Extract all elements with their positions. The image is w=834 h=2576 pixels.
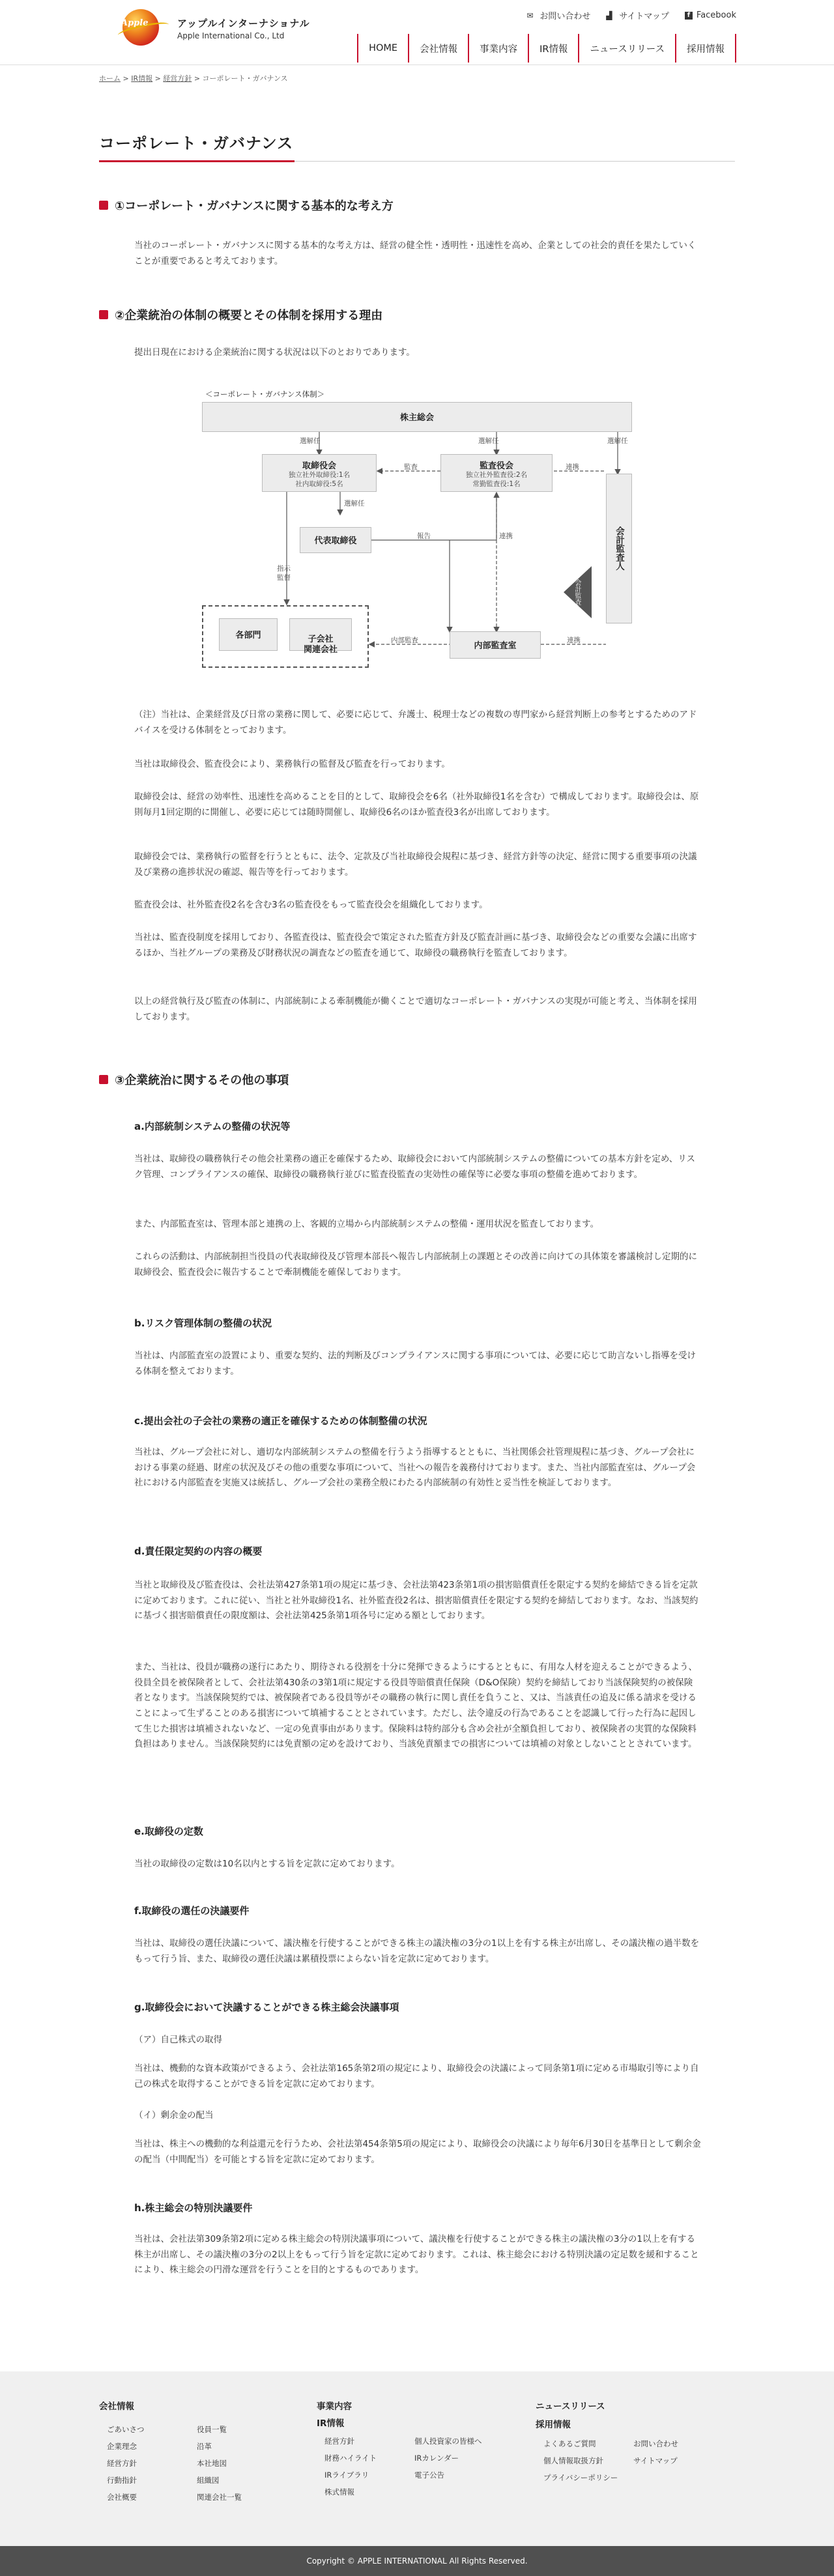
page-title: コーポレート・ガバナンス [99,130,735,162]
footer-link[interactable]: 株式情報 [324,2487,354,2497]
footer-link[interactable]: お問い合わせ [633,2439,678,2448]
diagram-label-collab-internal: 連携 [499,532,513,540]
subsection-a-para-1: 当社は、取締役の職務執行その他会社業務の適正を確保するため、取締役会において内部統制システムの整備についての基本方針を定め、リスク管理、コンプライアンスの確保、取締役の職務執行並びに監査役監査の実効性の確保等に必要な事項の整備を進めております。 [134,1154,696,1180]
subsection-g-sub2: （イ）剰余金の配当 [134,2110,214,2121]
site-header [0,0,834,65]
footer-news-col [536,2399,712,2486]
section-marker-icon [99,201,108,210]
diagram-label-supervise: 監督 [277,574,291,582]
gnav-ir[interactable]: IR情報 [528,34,578,63]
footer-link[interactable]: 個人情報取扱方針 [543,2456,603,2465]
gnav-business[interactable]: 事業内容 [468,34,528,63]
diagram-subsidiaries-label: 子会社 関連会社 [303,634,338,655]
util-facebook-label: Facebook [696,10,736,20]
breadcrumb-current: コーポレート・ガバナンス [202,74,288,83]
util-contact-link[interactable] [526,9,590,21]
breadcrumb: ホーム > IR情報 > 経営方針 > コーポレート・ガバナンス [99,74,288,83]
section-1-title: ①コーポレート・ガバナンスに関する基本的な考え方 [115,199,394,213]
diagram-internal-audit-label: 内部監査室 [474,641,517,651]
diagram-label-audit: 監査 [404,463,418,471]
subsection-f-title: f.取締役の選任の決議要件 [134,1905,250,1917]
sitemap-icon: ▟ [606,10,612,20]
diagram-label-elect-board: 選解任 [300,437,321,445]
footer-link[interactable]: 組織図 [197,2476,220,2485]
subsection-e-para-1: 当社の取締役の定数は10名以内とする旨を定款に定めております。 [134,1859,400,1869]
section-marker-icon [99,310,108,319]
util-sitemap-label: サイトマップ [619,12,669,21]
subsection-h-para-1: 当社は、会社法第309条第2項に定める株主総会の特別決議事項について、議決権を行使することができる株主の議決権の3分の1以上を有する株主が出席し、その議決権の3分の2以上をもって行う旨を定款に定めております。これは、株主総会における特別決議の定足数を緩和することにより、株主総会の円滑な運営を行うことを目的とするものであります。 [134,2234,699,2276]
diagram-board-sub2: 社内取締役:5名 [295,479,343,488]
diagram-label-elect-rep: 選解任 [344,500,365,508]
diagram-board-label: 取締役会 [302,461,336,471]
section-2-para-1: （注）当社は、企業経営及び日常の業務に関して、必要に応じて、弁護士、税理士などの複数の専門家から経営判断上の参考とするためのアドバイスを受ける体制をとっております。 [134,709,697,736]
diagram-shareholders-label: 株主総会 [399,413,434,423]
footer-link[interactable]: 個人投資家の皆様へ [414,2437,482,2446]
diagram-label-report: 報告 [417,532,431,540]
footer-link[interactable]: よくあるご質問 [543,2439,596,2448]
subsection-b-para-1: 当社は、内部監査室の設置により、重要な契約、法的判断及びコンプライアンスに関する事項については、必要に応じて助言ないし指導を受ける体制を整えております。 [134,1351,696,1377]
section-marker-icon [99,1075,108,1084]
diagram-accountant-label: 会計監査人 [614,526,624,571]
main-content [99,130,735,2276]
footer-company-col [99,2399,295,2506]
subsection-g-para-2: 当社は、株主への機動的な利益還元を行うため、会社法第454条第5項の規定により、取締役会の決議により毎年6月30日を基準日として剰余金の配当（中間配当）を可能とする旨を定款に定めております。 [134,2139,701,2165]
subsection-f-para-1: 当社は、取締役の選任決議について、議決権を行使することができる株主の議決権の3分の1以上を有する株主が出席し、その議決権の過半数をもって行う旨、また、取締役の選任決議は累積投票によらない旨を定款に定めております。 [134,1938,700,1964]
section-3-title: ③企業統治に関するその他の事項 [115,1074,289,1087]
breadcrumb-ir[interactable]: IR情報 [131,74,153,83]
diagram-departments-box [219,618,278,651]
footer-link[interactable]: 電子公告 [414,2470,444,2480]
subsection-g-title: g.取締役会において決議することができる株主総会決議事項 [134,2001,399,2013]
subsection-e-title: e.取締役の定数 [134,1825,203,1837]
footer-link[interactable]: ごあいさつ [107,2425,145,2434]
footer-link[interactable]: 経営方針 [107,2459,137,2468]
breadcrumb-policy[interactable]: 経営方針 [163,74,192,83]
footer-company-list-2 [197,2421,295,2506]
footer-link[interactable]: 会社概要 [107,2493,137,2502]
diagram-accountant-box [606,474,632,623]
subsection-c-para-1: 当社は、グループ会社に対し、適切な内部統制システムの整備を行うよう指導するとともに、当社関係会社管理規程に基づき、グループ会社における事業の経過、財産の状況及びその他の重要な事項について、当社への報告を義務付けております。また、当社内部監査室は、グループ会社における内部監査を実施又は統括し、グループ会社の業務全般にわたる内部統制の有効性と妥当性を検証しております。 [134,1447,696,1489]
gnav-home[interactable]: HOME [357,34,408,63]
footer-recruit-head[interactable]: 採用情報 [536,2420,571,2430]
footer-link[interactable]: 経営方針 [324,2437,354,2446]
footer-misc-list-1 [536,2435,633,2486]
diagram-label-collab-bottom: 連携 [567,637,581,644]
section-3-heading [99,1071,289,1088]
subsection-g-para-1: 当社は、機動的な資本政策ができるよう、会社法第165条第2項の規定により、取締役会の決議によって同条第1項に定める市場取引等により自己の株式を取得することができる旨を定款に定めております。 [134,2063,699,2089]
breadcrumb-home[interactable]: ホーム [99,74,121,83]
section-1-heading [99,197,394,214]
global-nav [357,34,736,63]
site-footer [0,2371,834,2576]
footer-link[interactable]: 沿革 [197,2442,212,2451]
gnav-news[interactable]: ニュースリリース [578,34,675,63]
subsection-d-para-1: 当社と取締役及び監査役は、会社法第427条第1項の規定に基づき、会社法第423条第1項の損害賠償責任を限定する契約を締結できる旨を定款に定めております。これに従い、当社と社外取締役1名、社外監査役2名は、損害賠償責任を限定する契約を締結しております。なお、当該契約に基づく損害賠償責任の限度額は、会社法第425条第1項各号に定める額としております。 [134,1580,698,1622]
diagram-accounting-audit-label: 会計監査 [573,579,581,605]
subsection-g-sub1: （ア）自己株式の取得 [134,2035,222,2045]
footer-misc-list-2 [633,2435,712,2486]
subsection-a-para-2: また、内部監査室は、管理本部と連携の上、客観的立場から内部統制システムの整備・運用状況を監査しております。 [134,1219,599,1229]
subsection-b-title: b.リスク管理体制の整備の状況 [134,1317,272,1329]
footer-business-ir-col [317,2399,519,2500]
diagram-label-internal-audit: 内部監査 [391,637,418,644]
footer-link[interactable]: サイトマップ [633,2456,678,2465]
subsection-d-para-2: また、当社は、役員が職務の遂行にあたり、期待される役割を十分に発揮できるようにするとともに、有用な人材を迎えることができるよう、役員全員を被保険者として、会社法第430条の3第1項に規定する役員等賠償責任保険（D&O保険）契約を締結しており当該保険契約の被保険者となります。当該保険契約では、被保険者である役員等がその職務の執行に関し責任を負うこと、又は、当該責任の追及に係る請求を受けることによって生ずることのある損害について填補することとされています。ただし、法令違反の行為であることを認識して行った行為に起因して生じた損害は填補されないなど、一定の免責事由があります。保険料は特約部分も含め会社が全額負担しており、被保険者の実質的な保険料負担はありません。当該保険契約には免責額の定めを設けており、当該免責額までの損害については填補の対象としないこととされています。 [134,1662,697,1750]
subsection-c-title: c.提出会社の子会社の業務の適正を確保するための体制整備の状況 [134,1415,427,1427]
diagram-audit-sub1: 独立社外監査役:2名 [465,471,528,479]
footer-ir-head[interactable]: IR情報 [317,2418,345,2429]
diagram-label-instruct: 指示 [277,565,291,573]
subsection-a-title: a.内部統制システムの整備の状況等 [134,1121,291,1132]
gnav-recruit[interactable]: 採用情報 [675,34,736,63]
utility-nav [526,9,736,21]
section-2-heading [99,306,382,323]
section-1-body: 当社のコーポレート・ガバナンスに関する基本的な考え方は、経営の健全性・透明性・迅速性を高め、企業としての社会的責任を果たしていくことが重要であると考えております。 [134,240,697,266]
diagram-label-elect-audit: 選解任 [478,437,499,445]
apple-logo-icon [117,7,171,47]
section-2-para-4: 取締役会では、業務執行の監督を行うとともに、法令、定款及び当社取締役会規程に基づき、経営方針等の決定、経営に関する重要事項の決議及び業務の進捗状況の確認、報告等を行っております。 [134,852,697,878]
section-2-para-7: 以上の経営執行及び監査の体制に、内部統制による牽制機能が働くことで適切なコーポレート・ガバナンスの実現が可能と考え、当体制を採用しております。 [134,996,697,1022]
footer-link[interactable]: 企業理念 [107,2442,137,2451]
footer-link[interactable]: プライバシーポリシー [543,2473,618,2482]
footer-news-head[interactable]: ニュースリリース [536,2401,605,2412]
diagram-shareholders-box [202,402,632,432]
diagram-audit-board-box [440,454,553,492]
diagram-subsidiaries-box [289,618,352,655]
facebook-icon: f [685,12,693,20]
footer-company-head[interactable]: 会社情報 [99,2401,134,2412]
section-2-intro: 提出日現在における企業統治に関する状況は以下のとおりであります。 [134,347,415,358]
diagram-label-collab-accountant: 連携 [566,463,579,471]
footer-link[interactable]: 関連会社一覧 [197,2493,242,2502]
diagram-internal-audit-box [450,631,541,659]
footer-link[interactable]: IRライブラリ [324,2470,369,2480]
diagram-board-box [262,454,377,492]
gnav-company[interactable]: 会社情報 [408,34,468,63]
section-2-para-3: 取締役会は、経営の効率性、迅速性を高めることを目的として、取締役会を6名（社外取締役1名を含む）で構成しております。取締役会は、原則毎月1回定期的に開催し、必要に応じては随時開催し、取締役6名のほか監査役3名が出席しております。 [134,792,699,818]
company-name-en: Apple International Co., Ltd [177,31,285,40]
footer-link[interactable]: 財務ハイライト [324,2454,377,2463]
company-name-jp: アップルインターナショナル [177,17,310,29]
mail-icon: ✉ [526,10,534,20]
copyright-bar: Copyright © APPLE INTERNATIONAL All Rights Reserved. [0,2546,834,2576]
diagram-caption: ＜コーポレート・ガバナンス体制＞ [205,390,325,399]
section-2-para-5: 監査役会は、社外監査役2名を含む3名の監査役をもって監査役会を組織化しております。 [134,900,488,910]
governance-diagram [202,389,645,682]
util-facebook-link[interactable] [685,9,736,21]
footer-link[interactable]: IRカレンダー [414,2454,459,2463]
diagram-audit-board-label: 監査役会 [479,461,513,471]
diagram-audit-sub2: 常勤監査役:1名 [472,479,521,488]
section-2-para-2: 当社は取締役会、監査役会により、業務執行の監督及び監査を行っております。 [134,759,450,769]
footer-business-head[interactable]: 事業内容 [317,2401,352,2412]
diagram-departments-label: 各部門 [235,631,261,640]
diagram-board-sub1: 独立社外取締役:1名 [288,471,351,479]
section-2-title: ②企業統治の体制の概要とその体制を採用する理由 [115,309,383,322]
diagram-label-elect-accountant: 選解任 [607,437,628,445]
footer-ir-list-2 [414,2433,519,2500]
footer-link[interactable]: 本社地図 [197,2459,227,2468]
footer-link[interactable]: 行動指針 [107,2476,137,2485]
util-contact-label: お問い合わせ [539,12,591,21]
subsection-d-title: d.責任限定契約の内容の概要 [134,1545,263,1557]
subsection-a-para-3: これらの活動は、内部統制担当役員の代表取締役及び管理本部長へ報告し内部統制上の課題とその改善に向けての具体策を審議検討し定期的に取締役会、監査役会に報告することで牽制機能を確保しております。 [134,1252,697,1278]
diagram-rep-box [300,527,371,553]
util-sitemap-link[interactable] [606,9,669,21]
footer-link[interactable]: 役員一覧 [197,2425,227,2434]
logo-script-text: Apple [121,18,149,28]
footer-ir-list-1 [317,2433,414,2500]
subsection-h-title: h.株主総会の特別決議要件 [134,2202,253,2214]
footer-company-list-1 [99,2421,197,2506]
section-2-para-6: 当社は、監査役制度を採用しており、各監査役は、監査役会で策定された監査方針及び監査計画に基づき、取締役会などの重要な会議に出席するほか、当社グループの業務及び財務状況の調査などの監査を通じて、取締役の職務執行を監査しております。 [134,932,697,958]
diagram-rep-label: 代表取締役 [314,536,357,546]
site-logo[interactable] [117,7,310,47]
